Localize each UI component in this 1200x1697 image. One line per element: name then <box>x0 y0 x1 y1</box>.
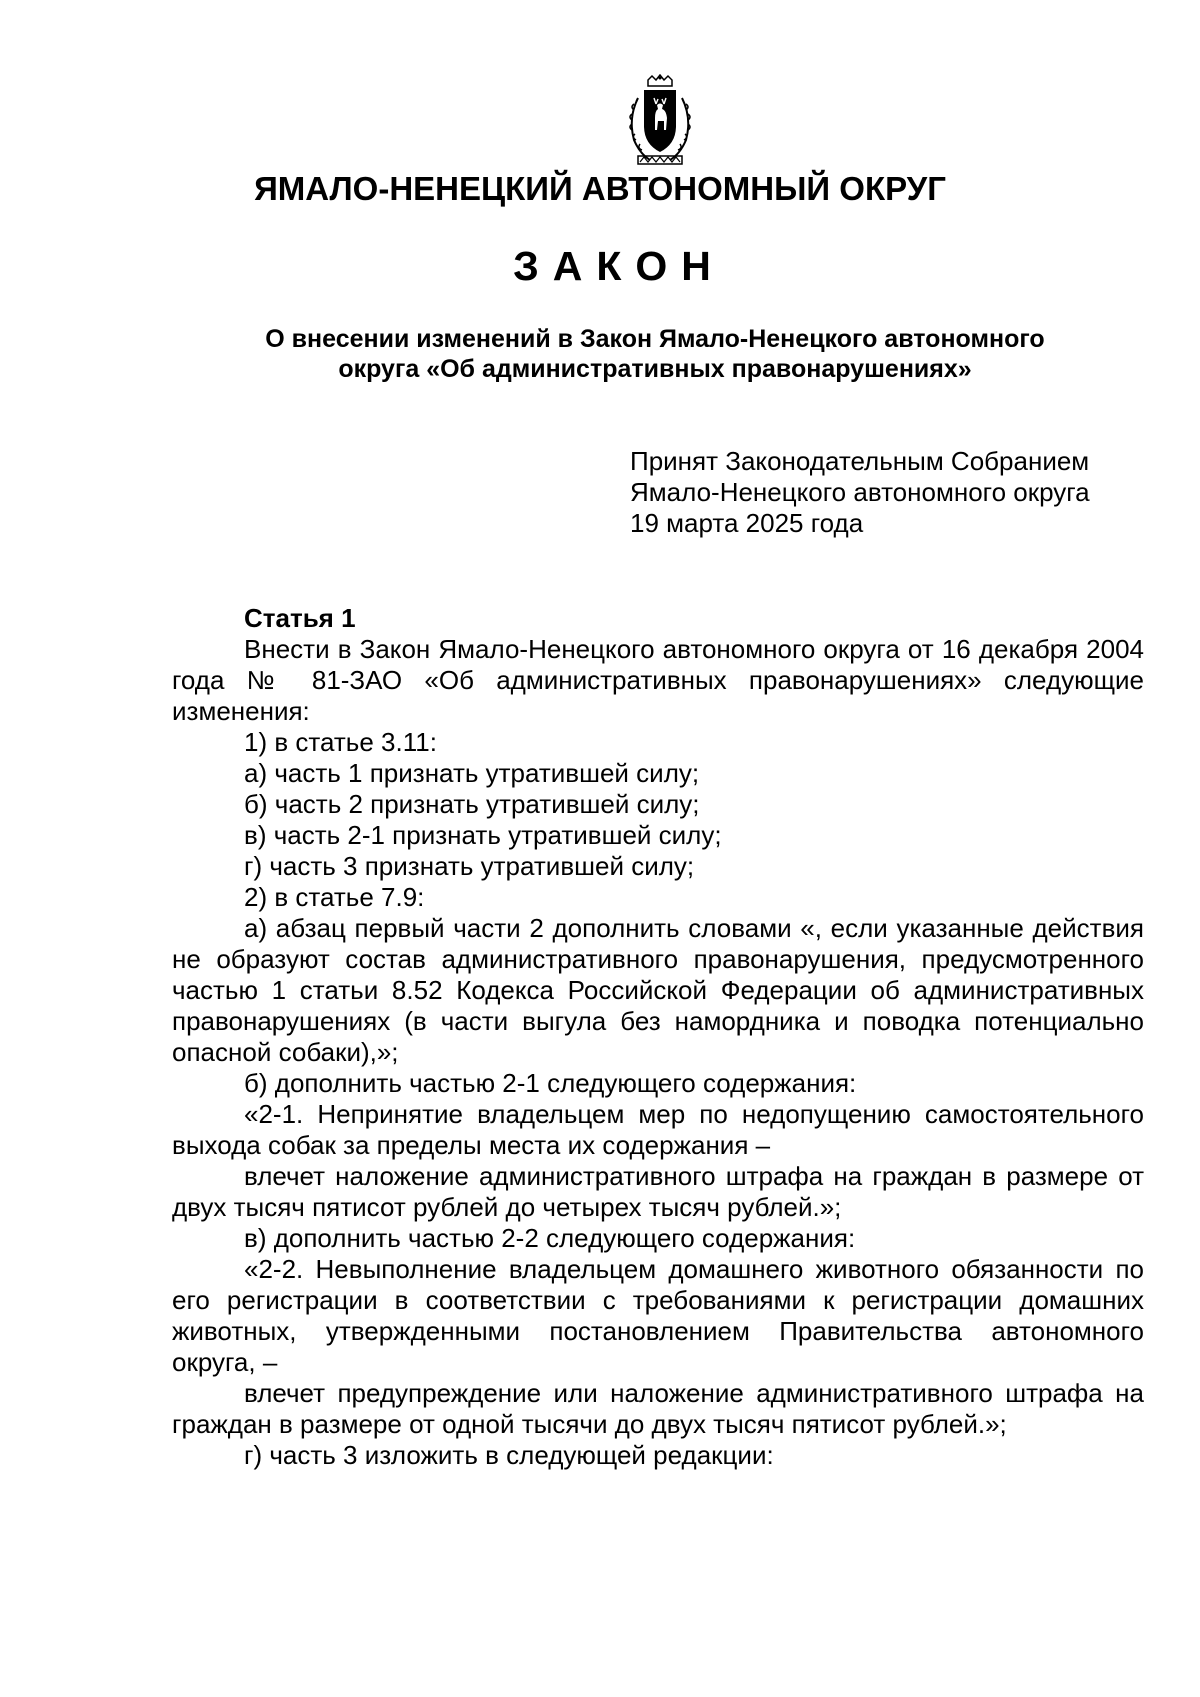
paragraph: Внести в Закон Ямало-Ненецкого автономного округа от 16 декабря 2004 года № 81-ЗАО «Об административных правонарушениях» следующие изменения: <box>172 634 1144 726</box>
paragraph: 1) в статье 3.11: <box>244 727 437 757</box>
paragraph: в) часть 2-1 признать утратившей силу; <box>244 820 722 850</box>
adoption-line: Ямало-Ненецкого автономного округа <box>630 477 1090 507</box>
document-type-title: ЗАКОН <box>513 243 725 289</box>
paragraph: б) дополнить частью 2-1 следующего содержания: <box>244 1068 857 1098</box>
law-subject-line: округа «Об административных правонарушениях» <box>338 355 972 383</box>
coat-of-arms-icon <box>620 74 700 170</box>
paragraph: б) часть 2 признать утратившей силу; <box>244 789 700 819</box>
paragraph: а) часть 1 признать утратившей силу; <box>244 758 700 788</box>
paragraph: 2) в статье 7.9: <box>244 882 425 912</box>
article-body <box>172 603 1144 1471</box>
paragraph: «2-1. Непринятие владельцем мер по недопущению самостоятельного выхода собак за пределы места их содержания – <box>172 1099 1144 1160</box>
adoption-note <box>630 446 1170 539</box>
article-title: Статья 1 <box>244 603 356 633</box>
law-subject-line: О внесении изменений в Закон Ямало-Ненецкого автономного <box>265 325 1045 353</box>
paragraph: а) абзац первый части 2 дополнить словами «, если указанные действия не образуют состав административного правонарушения, предусмотренного частью 1 статьи 8.52 Кодекса Российской Федерации об административных правонарушениях (в части выгула без намордника и поводка потенциально опасной собаки),»; <box>172 913 1144 1067</box>
region-title: ЯМАЛО-НЕНЕЦКИЙ АВТОНОМНЫЙ ОКРУГ <box>254 170 946 207</box>
adoption-date: 19 марта 2025 года <box>630 508 864 538</box>
paragraph: в) дополнить частью 2-2 следующего содержания: <box>244 1223 856 1253</box>
paragraph: г) часть 3 признать утратившей силу; <box>244 851 695 881</box>
paragraph: «2-2. Невыполнение владельцем домашнего животного обязанности по его регистрации в соответствии с требованиями к регистрации домашних животных, утвержденными постановлением Правительства автономного округа, – <box>172 1254 1144 1377</box>
paragraph: влечет предупреждение или наложение административного штрафа на граждан в размере от одной тысячи до двух тысяч пятисот рублей.»; <box>172 1378 1144 1439</box>
law-subject <box>150 324 1160 384</box>
paragraph: г) часть 3 изложить в следующей редакции: <box>244 1440 774 1470</box>
paragraph: влечет наложение административного штрафа на граждан в размере от двух тысяч пятисот рублей до четырех тысяч рублей.»; <box>172 1161 1144 1222</box>
adoption-line: Принят Законодательным Собранием <box>630 446 1090 476</box>
